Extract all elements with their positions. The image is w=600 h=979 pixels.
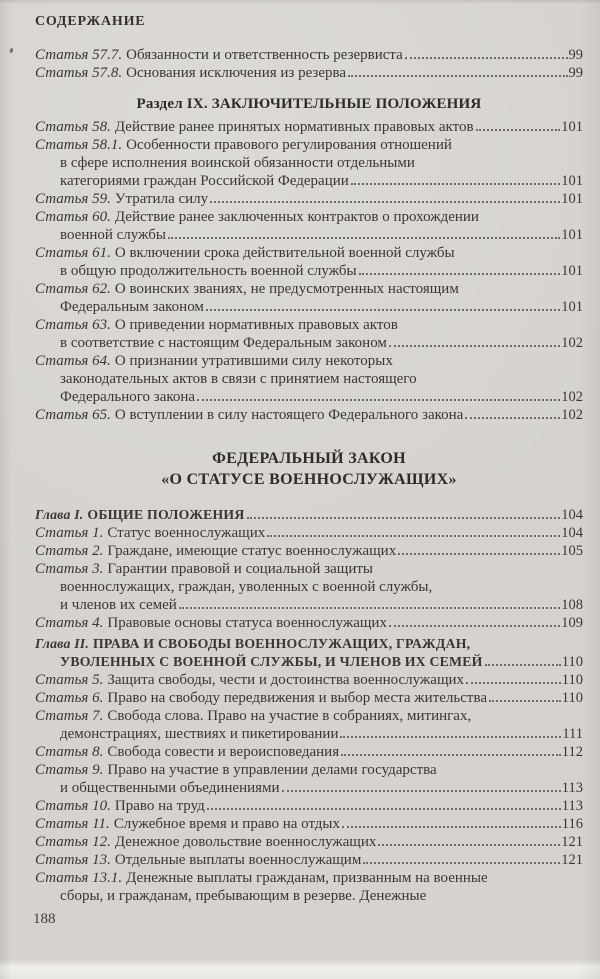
entry-label: Глава II. xyxy=(35,636,89,651)
toc-entry xyxy=(35,797,583,815)
entry-text: Глава I. ОБЩИЕ ПОЛОЖЕНИЯ xyxy=(35,507,245,522)
dot-leader xyxy=(351,183,560,185)
entry-text: Статья 10. Право на труд xyxy=(35,798,205,814)
page-ref: 121 xyxy=(561,834,583,850)
toc-line xyxy=(35,869,583,887)
dot-leader xyxy=(398,553,560,555)
entry-label: Статья 5. xyxy=(35,672,104,688)
toc-line xyxy=(35,815,583,833)
page-ref: 101 xyxy=(561,227,583,243)
entry-text: Глава II. ПРАВА И СВОБОДЫ ВОЕННОСЛУЖАЩИХ, ГРАЖДАН, xyxy=(35,636,471,651)
entry-text: Статья 64. О признании утратившими силу некоторых xyxy=(35,353,393,369)
entry-text: Статья 59. Утратила силу xyxy=(35,191,209,207)
toc-entry xyxy=(35,46,583,64)
page-ref: 104 xyxy=(561,507,583,523)
entry-label: Статья 3. xyxy=(35,561,104,577)
entry-label: Статья 9. xyxy=(35,762,104,778)
dot-leader xyxy=(247,517,561,519)
toc-entry xyxy=(35,614,583,632)
toc-line xyxy=(35,352,583,370)
toc-entry xyxy=(35,761,583,797)
toc-line xyxy=(35,689,583,707)
entry-label: Статья 63. xyxy=(35,317,111,333)
toc-line xyxy=(35,136,583,154)
entry-text: Статья 1. Статус военнослужащих xyxy=(35,525,266,541)
toc-entry xyxy=(35,869,583,905)
law-title-line: ФЕДЕРАЛЬНЫЙ ЗАКОН xyxy=(212,450,406,467)
entry-label: Статья 10. xyxy=(35,798,111,814)
toc-entry xyxy=(35,352,583,406)
entry-text: и членов их семей xyxy=(60,597,177,613)
entry-text: Статья 5. Защита свободы, чести и достоинства военнослужащих xyxy=(35,672,465,688)
toc-line xyxy=(35,743,583,761)
entry-text: Статья 57.7. Обязанности и ответственность резервиста xyxy=(35,47,403,63)
toc-line xyxy=(35,244,583,262)
page-ref: 101 xyxy=(561,191,583,207)
entry-text: в соответствие с настоящим Федеральным законом xyxy=(60,335,387,351)
page-ref: 121 xyxy=(561,852,583,868)
toc-line xyxy=(35,761,583,779)
toc-line xyxy=(35,208,583,226)
toc-line xyxy=(35,851,583,869)
toc-chapter-entry xyxy=(35,506,583,524)
entry-label: Статья 57.8. xyxy=(35,65,123,81)
dot-leader xyxy=(206,309,560,311)
toc-entry xyxy=(35,815,583,833)
dot-leader xyxy=(179,607,560,609)
scan-speck xyxy=(9,48,13,54)
entry-label: Статья 13. xyxy=(35,852,111,868)
entry-label: Статья 4. xyxy=(35,615,104,631)
entry-text: Статья 58.1. Особенности правового регулирования отношений xyxy=(35,137,452,153)
page-ref: 105 xyxy=(561,543,583,559)
dot-leader xyxy=(405,57,568,59)
dot-leader xyxy=(466,682,561,684)
toc-line xyxy=(35,190,583,208)
entry-label: Статья 1. xyxy=(35,525,104,541)
page-ref: 101 xyxy=(561,173,583,189)
page-ref: 101 xyxy=(561,299,583,315)
running-head: СОДЕРЖАНИЕ xyxy=(35,14,146,29)
dot-leader xyxy=(210,201,560,203)
page-ref: 113 xyxy=(561,780,583,796)
entry-label: Статья 11. xyxy=(35,816,110,832)
entry-text: Статья 58. Действие ранее принятых нормативных правовых актов xyxy=(35,119,474,135)
page-ref: 109 xyxy=(561,615,583,631)
entry-text: Статья 2. Граждане, имеющие статус военнослужащих xyxy=(35,543,397,559)
toc-entry xyxy=(35,671,583,689)
toc-entry xyxy=(35,689,583,707)
entry-text: в общую продолжительность военной службы xyxy=(60,263,357,279)
page-number: 188 xyxy=(33,911,56,927)
toc-entry xyxy=(35,280,583,316)
entry-text: Статья 12. Денежное довольствие военнослужащих xyxy=(35,834,377,850)
page-ref: 101 xyxy=(561,263,583,279)
entry-label: Статья 60. xyxy=(35,209,111,225)
toc-line xyxy=(35,560,583,578)
page-ref: 110 xyxy=(561,654,583,670)
entry-text: Федерального закона xyxy=(60,389,196,405)
toc-line xyxy=(35,779,583,797)
toc-line xyxy=(35,671,583,689)
entry-text: военнослужащих, граждан, уволенных с военной службы, xyxy=(60,579,433,595)
toc-line xyxy=(35,542,583,560)
page-ref: 108 xyxy=(561,597,583,613)
toc-entry xyxy=(35,136,583,190)
entry-text: УВОЛЕННЫХ С ВОЕННОЙ СЛУЖБЫ, И ЧЛЕНОВ ИХ СЕМЕЙ xyxy=(60,654,483,669)
entry-text: категориями граждан Российской Федерации xyxy=(60,173,349,189)
entry-text: Статья 8. Свобода совести и вероисповедания xyxy=(35,744,340,760)
toc-entry xyxy=(35,244,583,280)
entry-label: Глава I. xyxy=(35,507,84,522)
entry-text: Статья 57.8. Основания исключения из резерва xyxy=(35,65,347,81)
toc-line xyxy=(35,226,583,244)
dot-leader xyxy=(342,826,561,828)
toc-entry xyxy=(35,707,583,743)
dot-leader xyxy=(197,399,560,401)
entry-text: сборы, и гражданам, пребывающим в резерве. Денежные xyxy=(60,888,427,904)
toc-entry xyxy=(35,560,583,614)
dot-leader xyxy=(485,664,561,666)
entry-text: военной службы xyxy=(60,227,166,243)
toc-entry xyxy=(35,316,583,352)
toc-entry xyxy=(35,524,583,542)
toc-entry xyxy=(35,118,583,136)
dot-leader xyxy=(341,754,561,756)
law-title-heading xyxy=(35,448,583,490)
dot-leader xyxy=(359,273,561,275)
dot-leader xyxy=(168,237,560,239)
entry-text: Статья 63. О приведении нормативных правовых актов xyxy=(35,317,398,333)
entry-text: Федеральным законом xyxy=(60,299,204,315)
entry-text: и общественными объединениями xyxy=(60,780,280,796)
entry-text: демонстрациях, шествиях и пикетировании xyxy=(60,726,339,742)
entry-text: Статья 61. О включении срока действительной военной службы xyxy=(35,245,455,261)
toc-line xyxy=(35,280,583,298)
toc-entry xyxy=(35,406,583,424)
toc-line xyxy=(35,614,583,632)
entry-text: Статья 65. О вступлении в силу настоящего Федерального закона xyxy=(35,407,464,423)
entry-text: законодательных актов в связи с принятием настоящего xyxy=(60,371,417,387)
entry-text: Статья 13. Отдельные выплаты военнослужащим xyxy=(35,852,362,868)
toc-line xyxy=(35,797,583,815)
entry-text: в сфере исполнения воинской обязанности отдельными xyxy=(60,155,415,171)
toc-line xyxy=(35,46,583,64)
page-ref: 110 xyxy=(561,690,583,706)
page-ref: 116 xyxy=(561,816,583,832)
entry-text: Статья 6. Право на свободу передвижения и выбор места жительства xyxy=(35,690,487,706)
dot-leader xyxy=(207,808,561,810)
toc-line xyxy=(35,833,583,851)
toc-entry xyxy=(35,542,583,560)
entry-label: Статья 57.7. xyxy=(35,47,123,63)
toc-entry xyxy=(35,833,583,851)
dot-leader xyxy=(476,129,561,131)
dot-leader xyxy=(363,862,560,864)
page-ref: 111 xyxy=(562,726,583,742)
dot-leader xyxy=(348,75,567,77)
toc-line xyxy=(35,887,583,905)
toc-line xyxy=(35,118,583,136)
toc-line xyxy=(35,578,583,596)
entry-text: Статья 13.1. Денежные выплаты гражданам, призванным на военные xyxy=(35,870,488,886)
toc-entry xyxy=(35,851,583,869)
entry-label: Статья 65. xyxy=(35,407,111,423)
toc-line xyxy=(35,298,583,316)
toc-line xyxy=(35,154,583,172)
page-ref: 113 xyxy=(561,798,583,814)
entry-label: Статья 7. xyxy=(35,708,104,724)
entry-text: Статья 62. О воинских званиях, не предусмотренных настоящим xyxy=(35,281,459,297)
entry-text: Статья 4. Правовые основы статуса военнослужащих xyxy=(35,615,387,631)
toc-line xyxy=(35,316,583,334)
entry-label: Статья 58.1. xyxy=(35,137,123,153)
page-ref: 101 xyxy=(561,119,583,135)
entry-text: Статья 7. Свобода слова. Право на участие в собраниях, митингах, xyxy=(35,708,472,724)
page-ref: 102 xyxy=(561,335,583,351)
dot-leader xyxy=(489,700,561,702)
toc-line xyxy=(35,524,583,542)
entry-text: Статья 9. Право на участие в управлении делами государства xyxy=(35,762,437,778)
page-ref: 99 xyxy=(568,47,583,63)
entry-label: Статья 12. xyxy=(35,834,111,850)
page-ref: 110 xyxy=(561,672,583,688)
toc-entry xyxy=(35,208,583,244)
entry-text: Статья 3. Гарантии правовой и социальной защиты xyxy=(35,561,374,577)
page-ref: 112 xyxy=(561,744,583,760)
toc-line xyxy=(35,334,583,352)
toc-line xyxy=(35,725,583,743)
entry-label: Статья 64. xyxy=(35,353,111,369)
entry-text: Статья 60. Действие ранее заключенных контрактов о прохождении xyxy=(35,209,479,225)
page-ref: 99 xyxy=(568,65,583,81)
toc-line xyxy=(35,653,583,671)
dot-leader xyxy=(465,417,560,419)
dot-leader xyxy=(378,844,560,846)
dot-leader xyxy=(389,625,560,627)
toc-line xyxy=(35,64,583,82)
toc-entry xyxy=(35,743,583,761)
toc-line xyxy=(35,406,583,424)
entry-label: Статья 2. xyxy=(35,543,104,559)
entry-text: Статья 11. Служебное время и право на отдых xyxy=(35,816,341,832)
page-ref: 102 xyxy=(561,407,583,423)
toc-line xyxy=(35,635,583,653)
entry-label: Статья 62. xyxy=(35,281,111,297)
entry-label: Статья 6. xyxy=(35,690,104,706)
toc-line xyxy=(35,172,583,190)
toc-line xyxy=(35,370,583,388)
toc-entry xyxy=(35,64,583,82)
dot-leader xyxy=(267,535,560,537)
toc-line xyxy=(35,262,583,280)
dot-leader xyxy=(389,345,560,347)
entry-label: Статья 58. xyxy=(35,119,111,135)
dot-leader xyxy=(340,736,561,738)
toc-chapter-entry xyxy=(35,635,583,671)
entry-label: Статья 8. xyxy=(35,744,104,760)
entry-label: Статья 13.1. xyxy=(35,870,123,886)
dot-leader xyxy=(282,790,561,792)
section-heading: Раздел IX. ЗАКЛЮЧИТЕЛЬНЫЕ ПОЛОЖЕНИЯ xyxy=(136,96,482,112)
law-title-line: «О СТАТУСЕ ВОЕННОСЛУЖАЩИХ» xyxy=(161,471,457,488)
table-of-contents xyxy=(35,46,583,905)
entry-label: Статья 59. xyxy=(35,191,111,207)
toc-line xyxy=(35,596,583,614)
toc-line xyxy=(35,506,583,524)
toc-entry xyxy=(35,190,583,208)
toc-line xyxy=(35,707,583,725)
toc-line xyxy=(35,388,583,406)
page-ref: 104 xyxy=(561,525,583,541)
page-ref: 102 xyxy=(561,389,583,405)
entry-label: Статья 61. xyxy=(35,245,111,261)
